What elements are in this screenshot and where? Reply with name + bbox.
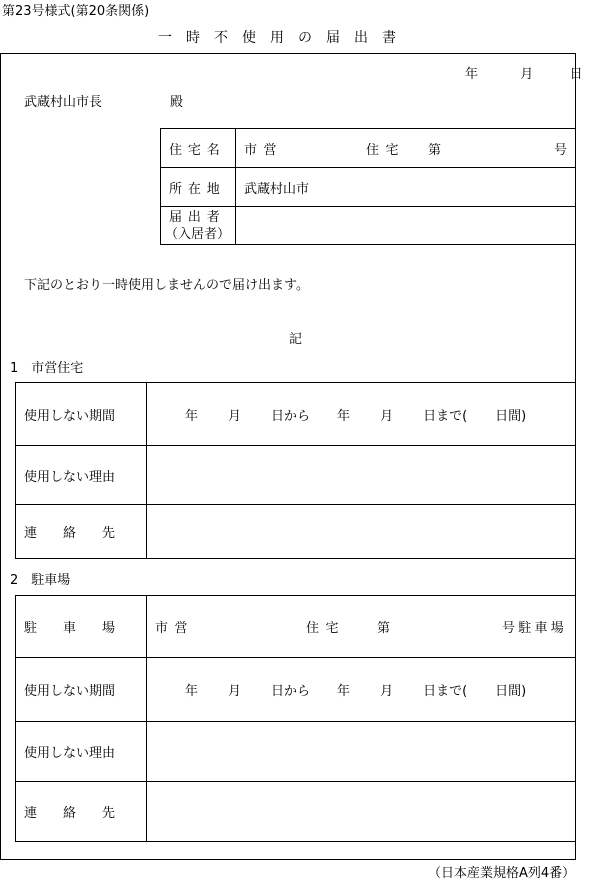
- s1-reason-label: 使用しない理由: [16, 446, 147, 505]
- s2-parking-label: 駐 車 場: [16, 596, 147, 658]
- housing-label: 住宅名: [161, 129, 236, 168]
- address-label: 所在地: [161, 168, 236, 207]
- date-year: 年: [465, 67, 479, 82]
- s1-period-year1: 年: [185, 408, 199, 424]
- address-value[interactable]: 武蔵村山市: [236, 168, 576, 207]
- s2-reason-label: 使用しない理由: [16, 722, 147, 782]
- section2-table: [15, 595, 576, 842]
- s2-parking-dai: 第: [376, 621, 390, 636]
- section1-table: [15, 382, 576, 559]
- footer-note: （日本産業規格A列4番）: [428, 866, 576, 881]
- intro-text: 下記のとおり一時使用しませんので届け出ます。: [24, 278, 309, 293]
- notifier-label-line2: （入居者）: [165, 226, 231, 242]
- s2-parking-jutaku: 住宅: [305, 621, 345, 636]
- s1-period-year2: 年: [337, 408, 351, 424]
- applicant-table: [160, 128, 576, 245]
- ki-label: 記: [289, 332, 303, 347]
- s1-period-value[interactable]: [147, 383, 576, 446]
- s2-reason-value[interactable]: [147, 722, 576, 782]
- s2-period-value[interactable]: [147, 658, 576, 722]
- housing-city: 市営: [244, 142, 284, 158]
- s2-period-days: 日間): [495, 684, 527, 699]
- form-number: 第23号様式(第20条関係): [2, 4, 150, 19]
- housing-go: 号: [553, 142, 567, 158]
- section2-heading: 2 駐車場: [10, 573, 71, 588]
- s2-period-month1: 月: [228, 684, 242, 699]
- s2-period-day1: 日から: [271, 684, 311, 699]
- addressee-name: 武蔵村山市長: [24, 95, 103, 110]
- s1-contact-value[interactable]: [147, 505, 576, 559]
- s2-parking-value[interactable]: [147, 596, 576, 658]
- addressee-honorific: 殿: [170, 95, 184, 110]
- s1-reason-value[interactable]: [147, 446, 576, 505]
- s2-period-label: 使用しない期間: [16, 658, 147, 722]
- date-day: 日: [569, 67, 583, 82]
- s2-period-year1: 年: [185, 684, 199, 699]
- date-month: 月: [520, 67, 534, 82]
- housing-value[interactable]: [236, 129, 576, 168]
- date-line: [465, 63, 583, 82]
- s1-period-day1: 日から: [271, 408, 311, 424]
- section1-heading: 1 市営住宅: [10, 361, 84, 376]
- s2-parking-go: 号駐車場: [501, 621, 567, 636]
- notifier-value[interactable]: [236, 207, 576, 245]
- notifier-label: [161, 207, 236, 245]
- s1-period-day2: 日まで(: [423, 408, 468, 424]
- notifier-label-line1: 届出者: [169, 209, 226, 225]
- s1-contact-label: 連 絡 先: [16, 505, 147, 559]
- s2-period-day2: 日まで(: [423, 684, 468, 699]
- s1-period-month1: 月: [228, 408, 242, 424]
- s1-period-label: 使用しない期間: [16, 383, 147, 446]
- housing-dai: 第: [427, 142, 441, 158]
- s2-contact-value[interactable]: [147, 782, 576, 842]
- s1-period-days: 日間): [495, 408, 527, 424]
- s2-contact-label: 連 絡 先: [16, 782, 147, 842]
- s2-parking-city: 市営: [155, 621, 195, 636]
- s1-period-month2: 月: [380, 408, 394, 424]
- s2-period-month2: 月: [380, 684, 394, 699]
- housing-jutaku: 住宅: [365, 142, 405, 158]
- document-title: 一 時 不 使 用 の 届 出 書: [158, 30, 396, 46]
- s2-period-year2: 年: [337, 684, 351, 699]
